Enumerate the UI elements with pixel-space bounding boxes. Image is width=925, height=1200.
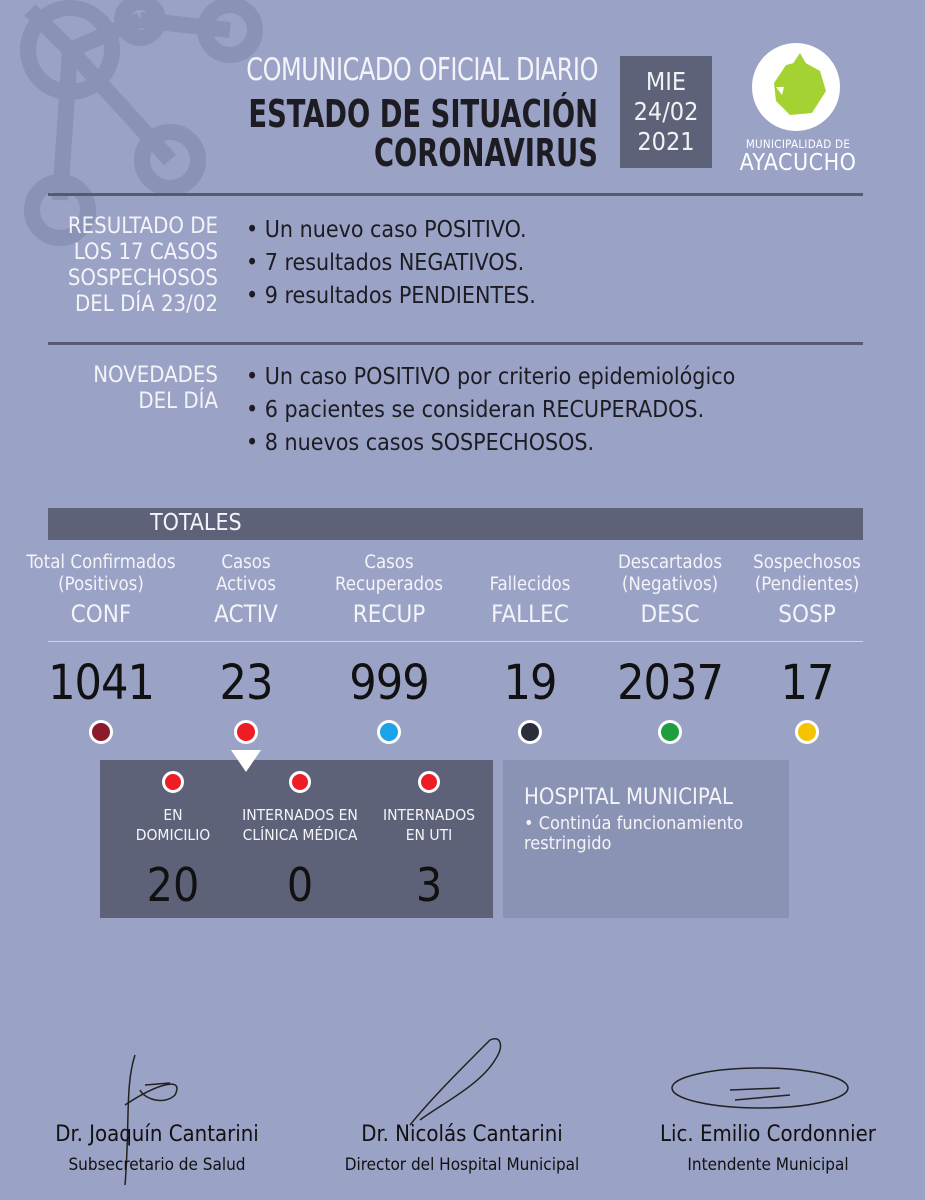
status-dot bbox=[289, 771, 311, 793]
list-item: • Un caso POSITIVO por criterio epidemiológico bbox=[246, 361, 735, 394]
status-dot bbox=[418, 771, 440, 793]
totales-column-header bbox=[722, 552, 892, 628]
column-label-line2: Activos bbox=[215, 574, 277, 595]
column-label-line2: (Negativos) bbox=[621, 574, 719, 595]
signer-1-name: Dr. Joaquín Cantarini bbox=[55, 1122, 259, 1147]
signer-3-name: Lic. Emilio Cordonnier bbox=[660, 1122, 876, 1147]
breakdown-value: 20 bbox=[146, 858, 200, 912]
total-value: 999 bbox=[349, 655, 429, 711]
date-day: MIE bbox=[645, 67, 687, 96]
hospital-title: HOSPITAL MUNICIPAL bbox=[524, 785, 733, 810]
signature-2 bbox=[400, 1030, 530, 1130]
total-value: 1041 bbox=[48, 655, 154, 711]
status-dot bbox=[89, 720, 113, 744]
total-value: 23 bbox=[219, 655, 273, 711]
breakdown-value: 3 bbox=[415, 858, 443, 912]
column-abbr: DESC bbox=[640, 600, 700, 628]
hospital-note: • Continúa funcionamiento restringido bbox=[524, 813, 744, 854]
signer-2-role: Director del Hospital Municipal bbox=[344, 1155, 580, 1175]
column-label-line1: Descartados bbox=[617, 552, 723, 573]
status-dot bbox=[518, 720, 542, 744]
header-subtitle: COMUNICADO OFICIAL DIARIO bbox=[246, 52, 598, 88]
date-badge bbox=[620, 56, 712, 168]
breakdown-value: 0 bbox=[286, 858, 314, 912]
column-label-line2: (Pendientes) bbox=[754, 574, 860, 595]
logo-icon bbox=[752, 43, 840, 131]
divider bbox=[48, 641, 863, 642]
list-item: • 9 resultados PENDIENTES. bbox=[246, 280, 536, 313]
date-year: 2021 bbox=[637, 127, 695, 156]
list-item: • 7 resultados NEGATIVOS. bbox=[246, 247, 536, 280]
column-abbr: ACTIV bbox=[214, 600, 278, 628]
header-title: ESTADO DE SITUACIÓN bbox=[248, 92, 598, 136]
header-title-2: CORONAVIRUS bbox=[374, 131, 598, 175]
totales-title: TOTALES bbox=[150, 510, 242, 536]
column-abbr: CONF bbox=[70, 600, 132, 628]
column-label-line1: Casos bbox=[221, 552, 271, 573]
column-label-line2: (Positivos) bbox=[58, 574, 144, 595]
signature-3 bbox=[660, 1060, 860, 1120]
resultado-label: RESULTADO DE LOS 17 CASOS SOSPECHOSOS DEL DÍA 23/02 bbox=[67, 214, 218, 317]
total-value: 17 bbox=[780, 655, 834, 711]
resultado-list bbox=[246, 214, 536, 313]
status-dot bbox=[377, 720, 401, 744]
logo-text-main: AYACUCHO bbox=[739, 150, 857, 176]
signer-1-role: Subsecretario de Salud bbox=[68, 1155, 246, 1175]
list-item: • 8 nuevos casos SOSPECHOSOS. bbox=[246, 427, 735, 460]
status-dot bbox=[234, 720, 258, 744]
date-daymonth: 24/02 bbox=[633, 97, 699, 126]
column-label-line1: Casos bbox=[364, 552, 414, 573]
column-label-line1: Total Confirmados bbox=[26, 552, 176, 573]
status-dot bbox=[795, 720, 819, 744]
column-label-line1: Sospechosos bbox=[753, 552, 861, 573]
municipality-logo bbox=[752, 43, 840, 131]
status-dot bbox=[162, 771, 184, 793]
logo-text-top: MUNICIPALIDAD DE bbox=[745, 137, 851, 151]
list-item: • Un nuevo caso POSITIVO. bbox=[246, 214, 536, 247]
total-value: 2037 bbox=[617, 655, 723, 711]
breakdown-label: EN DOMICILIO bbox=[135, 806, 211, 844]
breakdown-label: INTERNADOS EN UTI bbox=[382, 806, 476, 844]
column-label-line2: Fallecidos bbox=[489, 574, 571, 595]
column-label-line2: Recuperados bbox=[335, 574, 443, 595]
column-abbr: RECUP bbox=[352, 600, 426, 628]
divider bbox=[48, 342, 863, 345]
total-value: 19 bbox=[503, 655, 557, 711]
signer-2-name: Dr. Nicolás Cantarini bbox=[361, 1122, 563, 1147]
list-item: • 6 pacientes se consideran RECUPERADOS. bbox=[246, 394, 735, 427]
signer-3-role: Intendente Municipal bbox=[687, 1155, 849, 1175]
novedades-label: NOVEDADES DEL DÍA bbox=[93, 363, 218, 414]
divider bbox=[48, 193, 863, 196]
column-abbr: FALLEC bbox=[491, 600, 569, 628]
column-abbr: SOSP bbox=[778, 600, 836, 628]
novedades-list bbox=[246, 361, 735, 460]
status-dot bbox=[658, 720, 682, 744]
breakdown-label: INTERNADOS EN CLÍNICA MÉDICA bbox=[242, 806, 358, 844]
pointer-triangle bbox=[231, 750, 261, 772]
